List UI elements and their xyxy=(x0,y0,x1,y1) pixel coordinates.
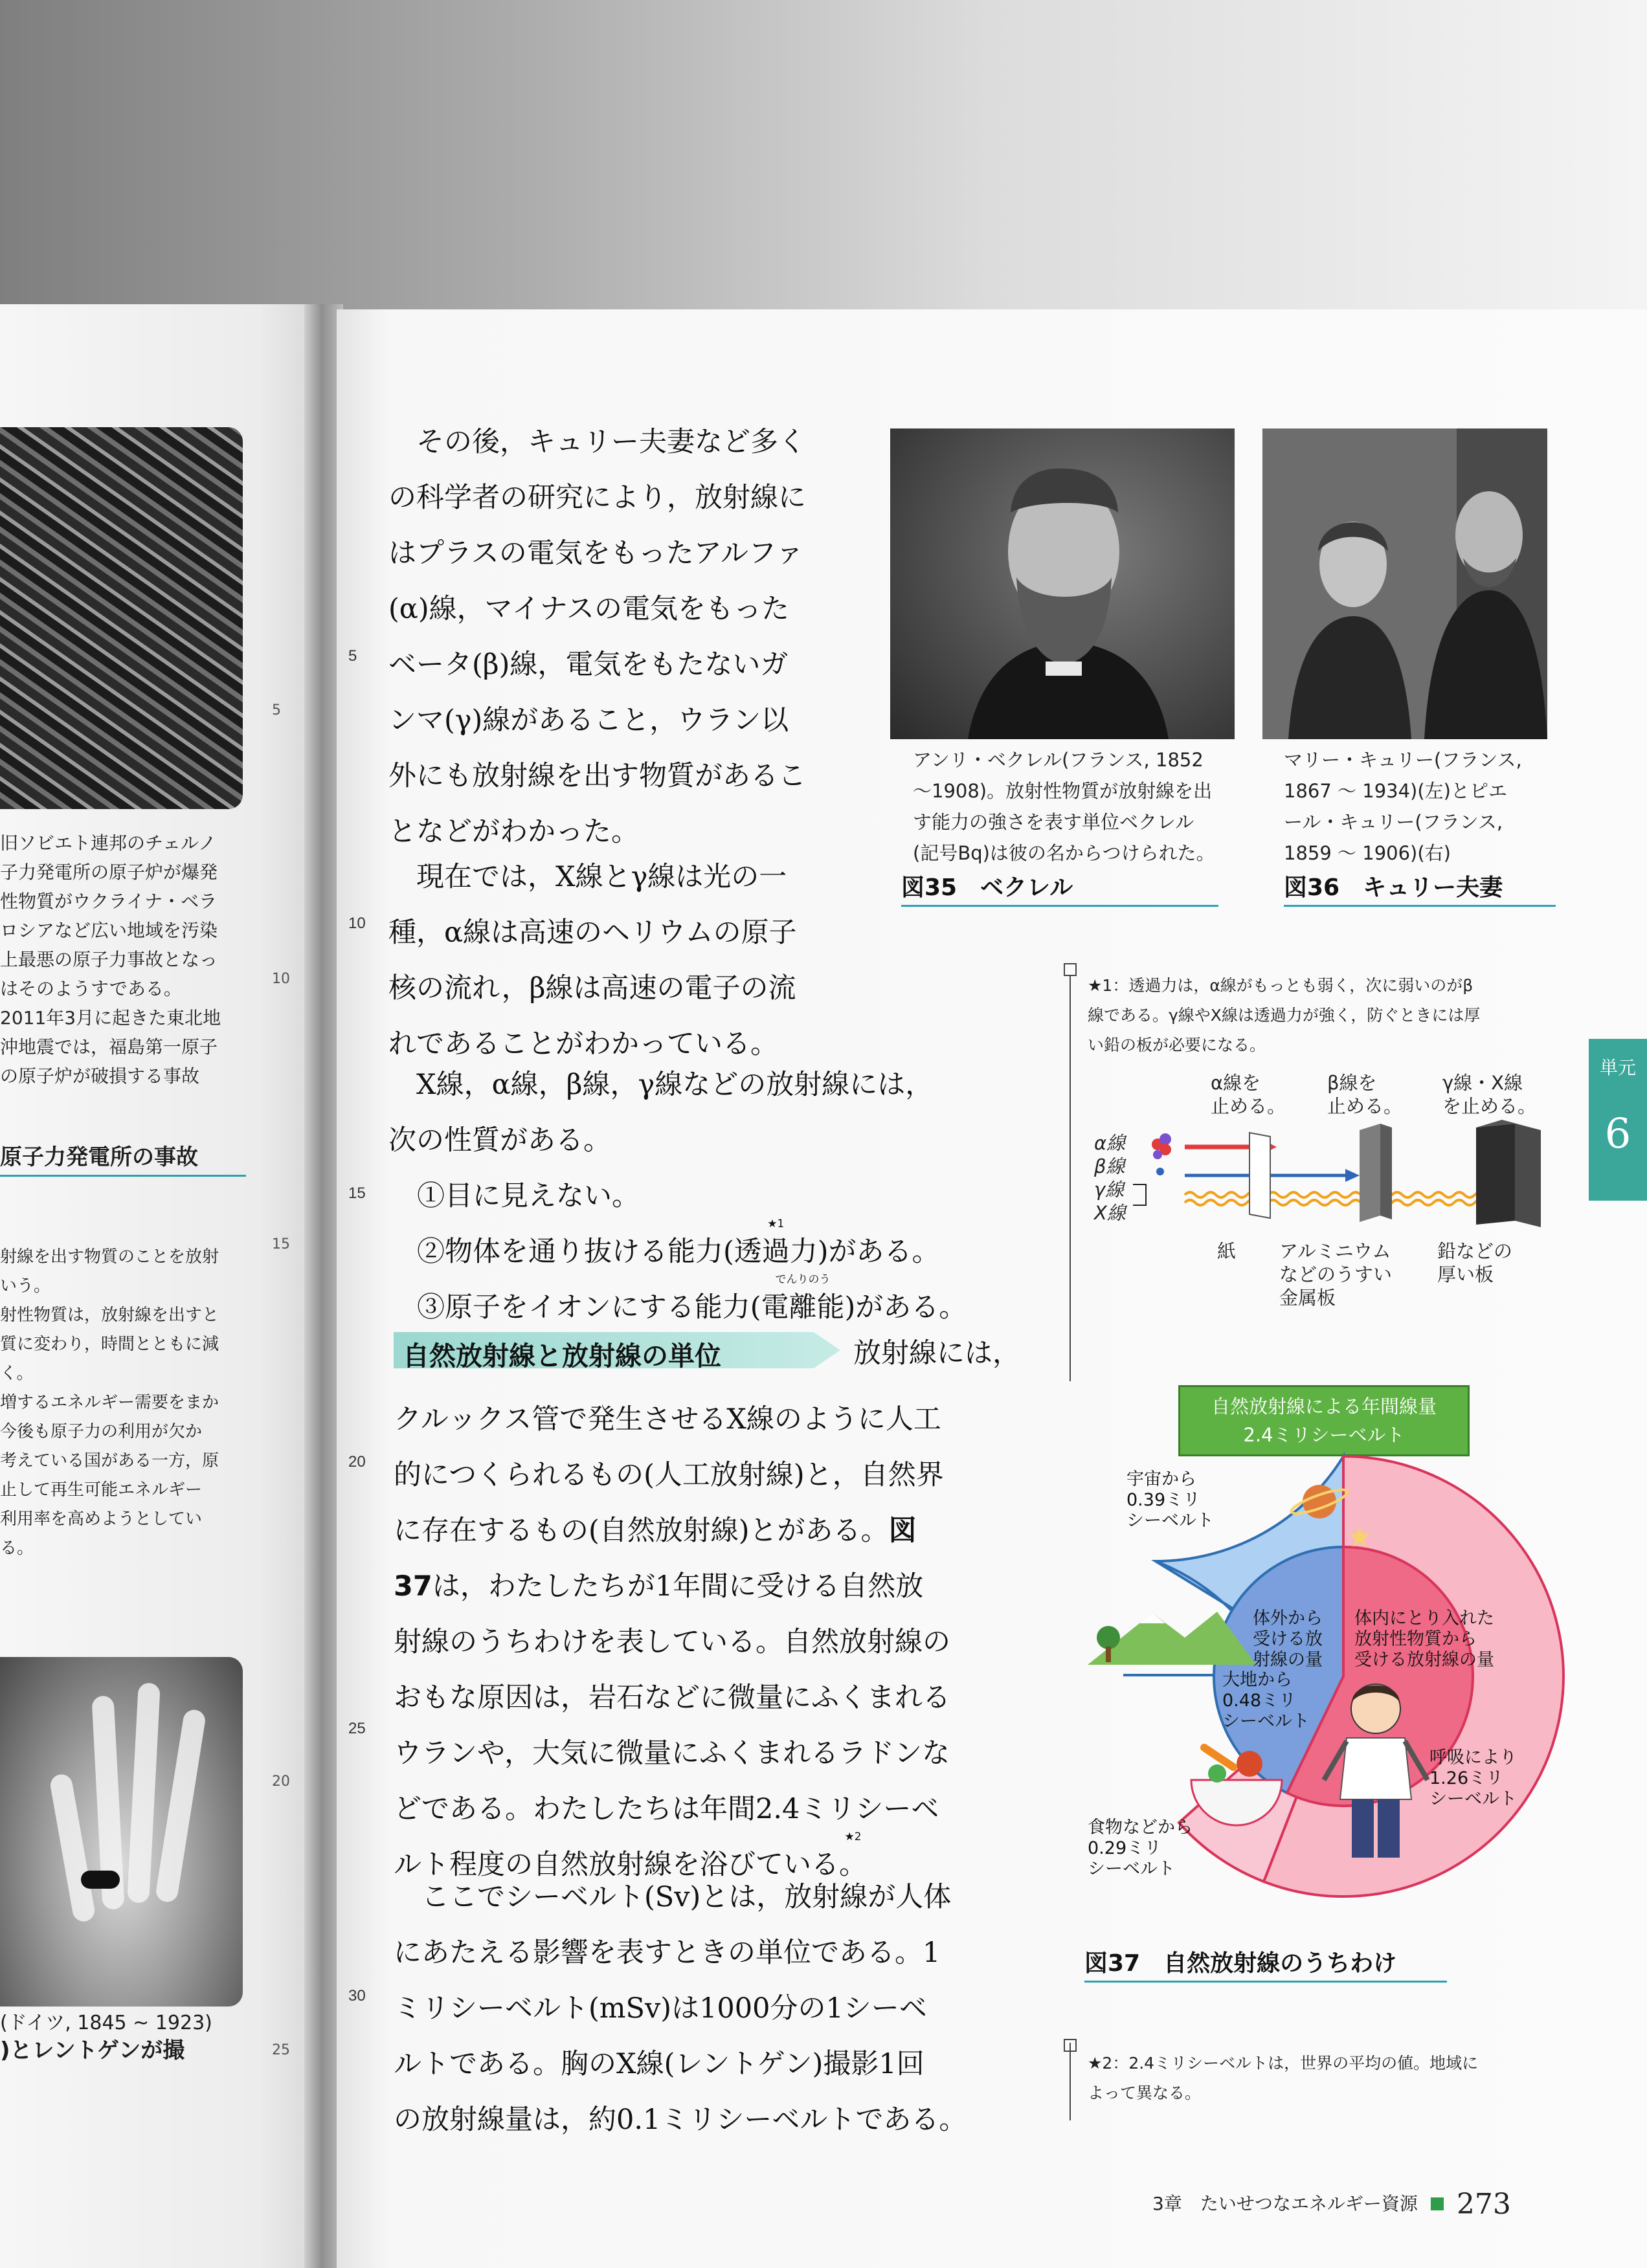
label-line: 0.48ミリ xyxy=(1222,1691,1297,1711)
left-line-number: 25 xyxy=(272,2042,290,2058)
footnote-mark: ★2 xyxy=(844,1830,862,1843)
page-footer xyxy=(1152,2188,1511,2221)
label-line: 体内にとり入れた xyxy=(1354,1608,1494,1629)
paragraph-2 xyxy=(388,849,797,1072)
left-line: 沖地震では，福島第一原子 xyxy=(0,1036,218,1058)
line-number: 20 xyxy=(348,1453,366,1471)
label-line: シーベルト xyxy=(1429,1789,1517,1809)
left-line: 2011年3月に起きた東北地 xyxy=(0,1007,221,1028)
text-fragment: )がある。 xyxy=(844,1291,967,1324)
left-line: 増するエネルギー需要をまか xyxy=(0,1393,219,1412)
page-number: 273 xyxy=(1456,2188,1511,2221)
fig35-label: 図35 ベクレル xyxy=(901,869,1218,907)
caption-line: マリー・キュリー(フランス, xyxy=(1284,749,1522,771)
text-line: 種，α線は高速のヘリウムの原子 xyxy=(388,917,797,949)
line-number: 15 xyxy=(348,1184,366,1202)
left-line: 考えている国がある一方，原 xyxy=(0,1451,219,1471)
note-line: 線である。γ線やX線は透過力が強く，防ぐときには厚 xyxy=(1088,1006,1481,1025)
label-line: 大地から xyxy=(1222,1670,1292,1690)
ruby-word xyxy=(761,1273,845,1335)
title-line: 2.4ミリシーベルト xyxy=(1243,1424,1405,1446)
footer-square-icon xyxy=(1431,2197,1444,2210)
lead-plate-side xyxy=(1515,1124,1541,1227)
text-line: クルックス管で発生させるX線のように人工 xyxy=(394,1403,941,1436)
left-line: いう。 xyxy=(0,1276,51,1296)
text-line: ウランや，大気に微量にふくまれるラドンな xyxy=(394,1737,950,1770)
alpha-particle-icon xyxy=(1160,1133,1171,1145)
external-label xyxy=(1253,1608,1323,1671)
left-page-text xyxy=(0,828,246,1091)
penetration-diagram xyxy=(1088,1068,1567,1327)
label-line: 止める。 xyxy=(1211,1095,1286,1117)
left-line: はそのようすである。 xyxy=(0,978,182,999)
text-line: その後，キュリー夫妻など多く xyxy=(388,426,806,458)
footnote-mark: ★1 xyxy=(767,1217,785,1230)
left-line: ロシアなど広い地域を汚染 xyxy=(0,920,218,941)
left-line: 質に変わり，時間とともに減 xyxy=(0,1335,219,1354)
label-line: シーベルト xyxy=(1222,1711,1310,1731)
line-number: 10 xyxy=(348,915,366,932)
left-line: く。 xyxy=(0,1364,34,1383)
section-tail xyxy=(853,1326,1020,1381)
text-fragment: )がある。 xyxy=(817,1236,940,1268)
paper-sheet xyxy=(1249,1133,1270,1218)
paper-label: 紙 xyxy=(1217,1240,1237,1262)
label-line: 厚い板 xyxy=(1437,1263,1494,1285)
left-caption-line: )とレントゲンが撮 xyxy=(0,2038,185,2063)
text-line: にあたえる影響を表すときの単位である。1 xyxy=(394,1937,941,1969)
unit-tab-word: 単元 xyxy=(1599,1057,1636,1078)
text-line: れであることがわかっている。 xyxy=(388,1028,778,1060)
label-line: 止める。 xyxy=(1327,1095,1403,1117)
keyword: 透過力 xyxy=(734,1236,818,1268)
label-line: アルミニウム xyxy=(1279,1240,1391,1262)
left-page-text-2 xyxy=(0,1243,246,1563)
text-line: の放射線量は，約0.1ミリシーベルトである。 xyxy=(394,2104,967,2136)
text-fragment: ②物体を通り抜ける能力( xyxy=(417,1236,734,1268)
left-line-number: 20 xyxy=(272,1773,290,1790)
label-line: 呼吸により xyxy=(1429,1748,1517,1768)
left-line: 利用率を高めようとしてい xyxy=(0,1509,203,1529)
caption-line: ール・キュリー(フランス, xyxy=(1284,811,1503,833)
caption-line: す能力の強さを表す単位ベクレル xyxy=(913,811,1194,833)
ground-label xyxy=(1222,1670,1310,1732)
text-line: ンマ(γ)線があること，ウラン以 xyxy=(388,704,789,737)
text-line: X線，α線，β線，γ線などの放射線には， xyxy=(388,1069,934,1101)
lead-plate-front xyxy=(1476,1124,1515,1225)
label-line: シーベルト xyxy=(1088,1859,1175,1879)
note-1 xyxy=(1088,971,1480,1060)
keyword: 電離能 xyxy=(761,1291,845,1324)
left-caption-line: (ドイツ, 1845 ~ 1923) xyxy=(0,2012,212,2034)
caption-line: 1867 ～ 1934)(左)とピエ xyxy=(1284,780,1507,802)
paragraph-4 xyxy=(394,1392,950,1893)
ray-label-beta: β線 xyxy=(1094,1155,1125,1177)
line-number: 25 xyxy=(348,1720,366,1737)
label-line: 金属板 xyxy=(1279,1287,1336,1309)
left-line-number: 5 xyxy=(272,702,281,718)
beta-particle-icon xyxy=(1156,1168,1164,1175)
left-line: 射性物質は，放射線を出すと xyxy=(0,1306,219,1325)
internal-label xyxy=(1354,1608,1494,1671)
left-line: 今後も原子力の利用が欠か xyxy=(0,1422,203,1441)
tomato-icon xyxy=(1237,1751,1262,1777)
text-line: 的につくられるもの(人工放射線)と，自然界 xyxy=(394,1459,944,1491)
label-line: を止める。 xyxy=(1442,1095,1537,1117)
label-line: β線を xyxy=(1327,1072,1377,1094)
figure-ref: 図 xyxy=(888,1515,917,1547)
note-rule xyxy=(1070,967,1071,1381)
label-line: 0.39ミリ xyxy=(1126,1490,1201,1510)
text-fragment: に存在するもの(自然放射線)とがある。 xyxy=(394,1515,889,1547)
aluminum-plate-front xyxy=(1360,1124,1380,1222)
becquerel-portrait xyxy=(890,428,1235,739)
note-marker xyxy=(1064,963,1077,976)
scanner-background xyxy=(0,0,1647,311)
curie-couple-photo xyxy=(1262,428,1547,739)
label-line: 体外から xyxy=(1253,1608,1323,1629)
text-line xyxy=(394,1503,950,1559)
aluminum-label xyxy=(1279,1240,1392,1309)
label-line: 放射性物質から xyxy=(1354,1629,1477,1649)
space-label xyxy=(1126,1469,1214,1531)
label-line: 受ける放射線の量 xyxy=(1354,1650,1494,1670)
paragraph-1 xyxy=(388,414,806,860)
note-line: よって異なる。 xyxy=(1088,2084,1202,2102)
ray-label-xray: X線 xyxy=(1094,1202,1126,1224)
text-fragment: は，わたしたちが1年間に受ける自然放 xyxy=(432,1570,924,1603)
left-line-number: 10 xyxy=(272,971,290,987)
left-line-number: 15 xyxy=(272,1236,290,1252)
lead-label xyxy=(1437,1240,1512,1286)
left-line: 子力発電所の原子炉が爆発 xyxy=(0,862,218,883)
label-line: 1.26ミリ xyxy=(1429,1768,1504,1788)
carrot-icon xyxy=(1204,1748,1233,1767)
fig35-caption xyxy=(913,744,1215,869)
label-line: 射線の量 xyxy=(1253,1650,1323,1670)
chapter-title: 3章 たいせつなエネルギー資源 xyxy=(1152,2193,1418,2214)
text-line: (α)線，マイナスの電気をもった xyxy=(388,593,790,625)
title-line: 自然放射線による年間線量 xyxy=(1211,1395,1437,1418)
becquerel-photo xyxy=(890,428,1235,739)
text-line: ルトである。胸のX線(レントゲン)撮影1回 xyxy=(394,2048,924,2080)
reactor-ruins-photo xyxy=(0,427,243,809)
text-line: ここでシーベルト(Sv)とは，放射線が人体 xyxy=(394,1881,952,1913)
text-line: どである。わたしたちは年間2.4ミリシーベ xyxy=(394,1793,939,1825)
text-line: 射線のうちわけを表している。自然放射線の xyxy=(394,1626,950,1658)
left-line: る。 xyxy=(0,1539,34,1558)
left-line: 止して再生可能エネルギー xyxy=(0,1480,203,1500)
left-line: 射線を出す物質のことを放射 xyxy=(0,1247,219,1267)
text-fragment: ルト程度の自然放射線を浴びている xyxy=(394,1849,839,1881)
label-line: 宇宙から xyxy=(1126,1469,1196,1489)
breath-label xyxy=(1429,1748,1517,1810)
text-line xyxy=(394,1559,950,1614)
xray-wave xyxy=(1185,1200,1485,1205)
fig37-label: 図37 自然放射線のうちわけ xyxy=(1084,1945,1447,1983)
fig36-caption xyxy=(1284,744,1522,869)
left-line: の原子炉が破損する事故 xyxy=(0,1065,200,1087)
label-line: α線を xyxy=(1211,1072,1261,1094)
label-line: 鉛などの xyxy=(1437,1240,1513,1262)
line-number: 5 xyxy=(348,647,357,665)
text-line: 現在では，X線とγ線は光の一 xyxy=(388,861,787,893)
note-rule xyxy=(1070,2043,1071,2120)
text-line: ベータ(β)線，電気をもたないガ xyxy=(388,649,789,681)
left-line: 旧ソビエト連邦のチェルノ xyxy=(0,832,217,854)
bracket xyxy=(1133,1184,1146,1205)
text-line: はプラスの電気をもったアルファ xyxy=(388,537,804,570)
paragraph-3 xyxy=(388,1057,967,1335)
hand-xray-photo xyxy=(0,1657,243,2007)
text-line: おもな原因は，岩石などに微量にふくまれる xyxy=(394,1682,950,1714)
left-line: 性物質がウクライナ・ベラ xyxy=(0,891,218,912)
text-line: 外にも放射線を出す物質があるこ xyxy=(388,760,806,792)
label-line: などのうすい xyxy=(1279,1263,1393,1285)
aluminum-plate-side xyxy=(1380,1124,1392,1219)
text-line: ミリシーベルト(mSv)は1000分の1シーベ xyxy=(394,1992,927,2025)
caption-line: アンリ・ベクレル(フランス, 1852 xyxy=(913,749,1204,771)
left-caption xyxy=(0,2010,246,2064)
text-line: 次の性質がある。 xyxy=(388,1124,611,1157)
text-fragment: ③原子をイオンにする能力( xyxy=(417,1291,761,1324)
fig36-label: 図36 キュリー夫妻 xyxy=(1284,869,1556,907)
note-line: い鉛の板が必要になる。 xyxy=(1088,1036,1266,1054)
text-line: の科学者の研究により，放射線に xyxy=(388,482,806,514)
ray-label-alpha: α線 xyxy=(1094,1132,1126,1154)
label-line: γ線・X線 xyxy=(1442,1072,1523,1094)
unit-tab-number: 6 xyxy=(1604,1110,1631,1158)
label-line: 受ける放 xyxy=(1253,1629,1323,1649)
alpha-particle-icon xyxy=(1153,1150,1162,1159)
text-line: となどがわかった。 xyxy=(388,816,639,848)
note-line: ★2：2.4ミリシーベルトは，世界の平均の値。地域に xyxy=(1088,2054,1479,2073)
beta-arrow-head xyxy=(1345,1169,1360,1182)
left-heading: 原子力発電所の事故 xyxy=(0,1139,246,1177)
property-2 xyxy=(388,1217,967,1280)
curie-portrait xyxy=(1262,428,1547,739)
label-line: シーベルト xyxy=(1126,1511,1214,1531)
note-line: ★1：透過力は，α線がもっとも弱く，次に弱いのがβ xyxy=(1088,976,1473,995)
caption-line: (記号Bq)は彼の名からつけられた。 xyxy=(913,842,1215,864)
ray-label-gamma: γ線 xyxy=(1094,1179,1125,1201)
natural-radiation-figure xyxy=(1075,1385,1573,1916)
label-line: 食物などから xyxy=(1088,1818,1193,1838)
text-line: 核の流れ，β線は高速の電子の流 xyxy=(388,972,796,1005)
planet-icon xyxy=(1303,1485,1336,1518)
left-line: 上最悪の原子力事故となっ xyxy=(0,949,218,970)
caption-line: 1859 ～ 1906)(右) xyxy=(1284,842,1451,864)
property-1: ①目に見えない。 xyxy=(417,1180,640,1212)
text-fragment: 。 xyxy=(839,1849,867,1881)
food-label xyxy=(1088,1818,1193,1880)
paragraph-5 xyxy=(394,1869,967,2148)
tree-icon xyxy=(1097,1626,1120,1649)
caption-line: ～1908)。放射性物質が放射線を出 xyxy=(913,780,1213,802)
gamma-ray-wave xyxy=(1185,1192,1485,1197)
line-number: 30 xyxy=(348,1987,366,2005)
ruby-reading: でんりのう xyxy=(775,1273,831,1286)
ruby-word xyxy=(734,1217,818,1280)
text-line: 放射線には， xyxy=(853,1337,1020,1370)
label-line: 0.29ミリ xyxy=(1088,1838,1162,1858)
unit-tab xyxy=(1589,1039,1647,1201)
section-title: 自然放射線と放射線の単位 xyxy=(403,1340,721,1372)
note-2 xyxy=(1088,2049,1478,2108)
section-heading xyxy=(394,1332,840,1372)
figure-ref: 37 xyxy=(394,1570,432,1603)
